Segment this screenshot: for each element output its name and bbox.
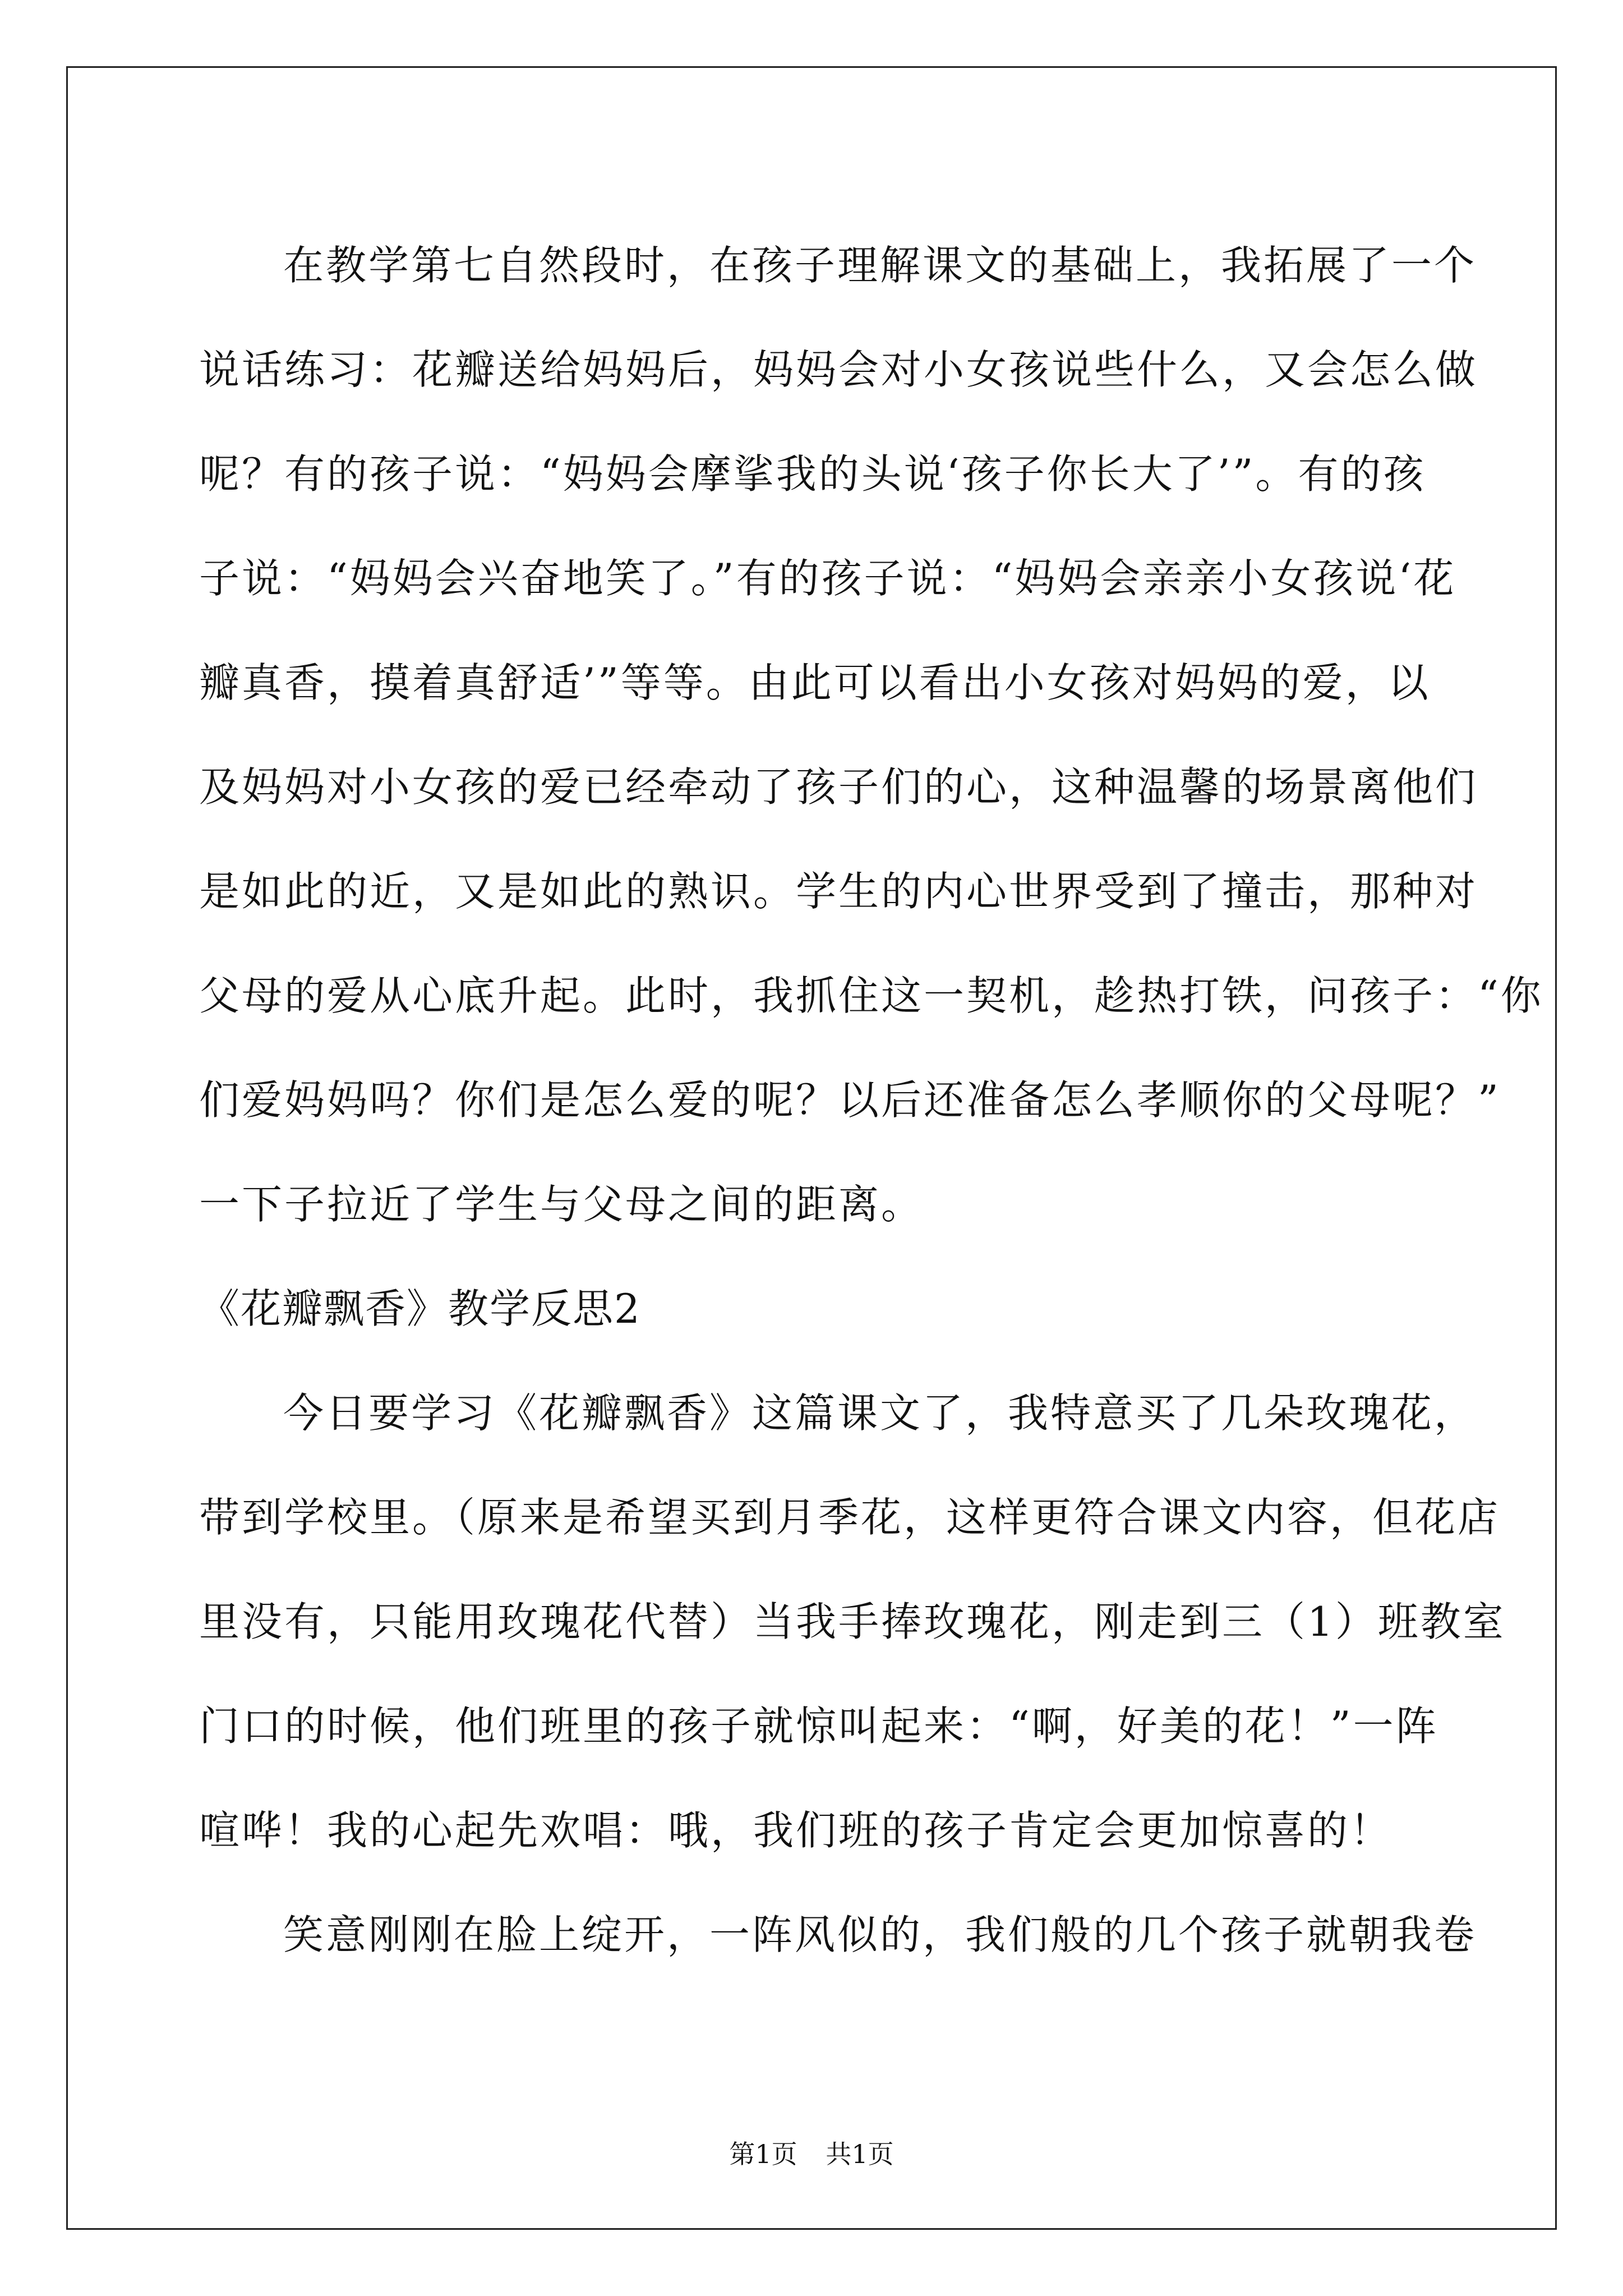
paragraph-line: 笑意刚刚在脸上绽开，一阵风似的，我们般的几个孩子就朝我卷	[283, 1911, 1477, 1958]
paragraph-line: 带到学校里。（原来是希望买到月季花，这样更符合课文内容，但花店	[199, 1494, 1501, 1541]
paragraph-line: 一下子拉近了学生与父母之间的距离。	[199, 1181, 924, 1228]
paragraph-line: 及妈妈对小女孩的爱已经牵动了孩子们的心，这种温馨的场景离他们	[199, 763, 1478, 811]
paragraph-line: 说话练习：花瓣送给妈妈后，妈妈会对小女孩说些什么，又会怎么做	[199, 346, 1478, 393]
paragraph-line: 呢？有的孩子说：“妈妈会摩挲我的头说‘孩子你长大了’”。有的孩	[199, 450, 1426, 498]
paragraph-line: 里没有，只能用玫瑰花代替）当我手捧玫瑰花，刚走到三（1）班教室	[199, 1598, 1506, 1645]
page-footer	[0, 2137, 1623, 2171]
paragraph-line: 瓣真香，摸着真舒适’”等等。由此可以看出小女孩对妈妈的爱，以	[199, 659, 1431, 706]
paragraph-line: 们爱妈妈吗？你们是怎么爱的呢？以后还准备怎么孝顺你的父母呢？”	[199, 1076, 1501, 1124]
section-heading: 《花瓣飘香》教学反思2	[199, 1285, 641, 1332]
page-total: 共1页	[826, 2139, 894, 2169]
paragraph-line: 是如此的近，又是如此的熟识。学生的内心世界受到了撞击，那种对	[199, 868, 1478, 915]
paragraph-line: 父母的爱从心底升起。此时，我抓住这一契机，趁热打铁，问孩子：“你	[199, 972, 1543, 1019]
paragraph-line: 子说：“妈妈会兴奋地笑了。”有的孩子说：“妈妈会亲亲小女孩说‘花	[199, 555, 1456, 602]
paragraph-line: 门口的时候，他们班里的孩子就惊叫起来：“啊，好美的花！”一阵	[199, 1703, 1438, 1750]
paragraph-line: 今日要学习《花瓣飘香》这篇课文了，我特意买了几朵玫瑰花，	[283, 1389, 1477, 1437]
paragraph-line: 在教学第七自然段时，在孩子理解课文的基础上，我拓展了一个	[283, 242, 1477, 289]
paragraph-line: 喧哗！我的心起先欢唱：哦，我们班的孩子肯定会更加惊喜的！	[199, 1807, 1393, 1854]
document-body	[199, 213, 1543, 1987]
page-number: 第1页	[729, 2139, 797, 2169]
